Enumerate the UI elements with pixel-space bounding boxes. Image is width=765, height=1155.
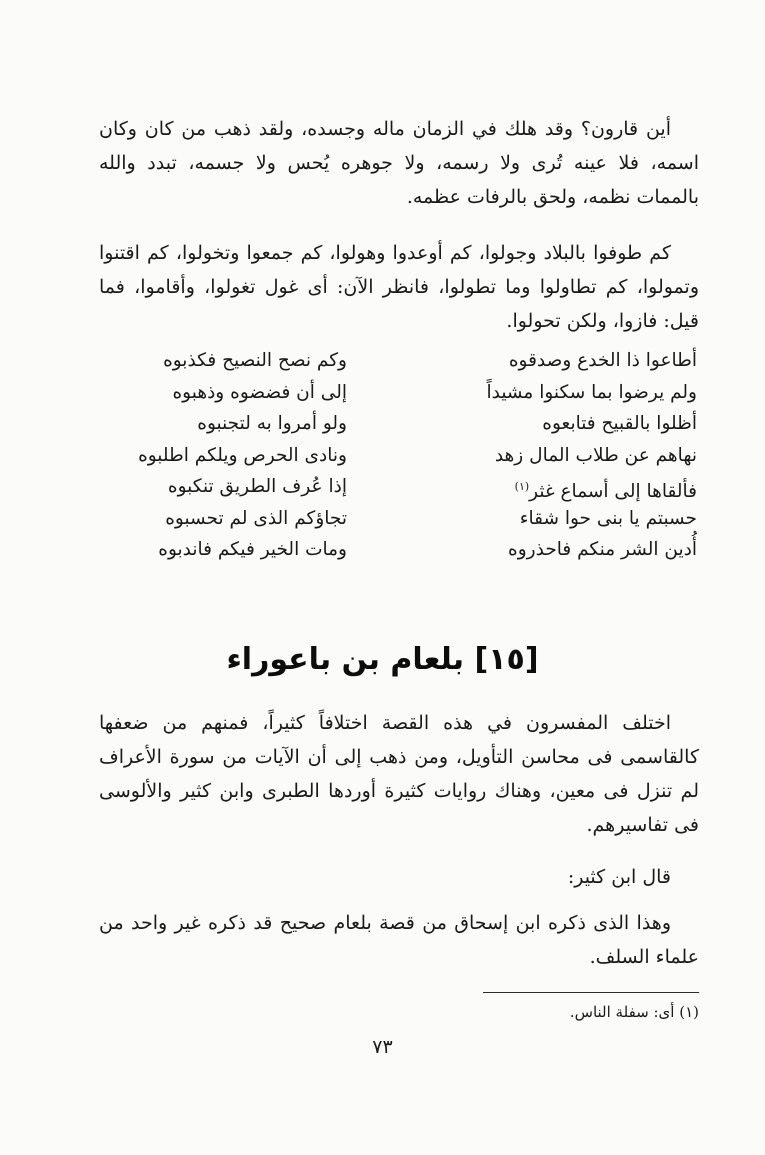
poem-hemistich-first: أُدين الشر منكم فاحذروه [508,539,697,560]
poem-verse [99,503,699,535]
footnote: (١) أى: سفلة الناس. [569,1003,699,1021]
paragraph-text: اختلف المفسرون في هذه القصة اختلافاً كثيراً، فمنهم من ضعفها كالقاسمى فى محاسن التأويل، ومن ذهب إلى أن الآيات من سورة الأعراف لم تنزل فى معين، وهناك روايات كثيرة أوردها الطبرى وابن كثير والألوسى فى تفاسيرهم. [99,712,699,836]
paragraph-ibn-kathir-quote [99,906,699,974]
poem-verse [99,408,699,440]
section-heading: [١٥] بلعام بن باعوراء [226,642,539,677]
poem-hemistich-first: ولم يرضوا بما سكنوا مشيداً [486,381,697,403]
poem-hemistich-second: ونادى الحرص ويلكم اطلبوه [138,444,347,466]
paragraph-text: كم طوفوا بالبلاد وجولوا، كم أوعدوا وهولوا، كم جمعوا وتخولوا، كم اقتنوا وتمولوا، كم تطاولوا وما تطولوا، فانظر الآن: أى غول تغولوا، وأقاموا، فما قيل: فازوا، ولكن تحولوا. [99,242,699,332]
poem-hemistich-second: وكم نصح النصيح فكذبوه [163,350,347,371]
poem-hemistich-first: نهاهم عن طلاب المال زهد [494,444,697,466]
poem-hemistich-second: تجاؤكم الذى لم تحسبوه [165,507,347,529]
poem-verse [99,345,699,377]
paragraph-text: قال ابن كثير: [567,866,671,888]
poem-verse [99,440,699,472]
page-number: ٧٣ [372,1036,393,1058]
poem-verse [99,534,699,566]
poem-hemistich-first: أطاعوا ذا الخدع وصدقوه [508,350,697,371]
footnote-divider [483,992,699,993]
poem-verse [99,377,699,409]
poem-hemistich-first: أظلوا بالقبيح فتابعوه [542,413,697,434]
paragraph-ibn-kathir-intro [99,860,699,894]
poem [99,345,699,566]
poem-verse [99,471,699,503]
paragraph-qarun [99,112,699,214]
poem-hemistich-second: إذا عُرف الطريق تنكبوه [167,476,347,497]
poem-hemistich-second: إلى أن فضضوه وذهبوه [172,381,347,403]
paragraph-commentators [99,706,699,842]
poem-hemistich-second: ولو أمروا به لتجنبوه [197,413,347,434]
poem-hemistich-first-text: فألقاها إلى أسماع غثر [529,481,697,503]
footnote-reference: (١) [514,480,530,493]
poem-hemistich-first: حسبتم يا بنى حوا شقاء [519,507,697,529]
paragraph-wanderers [99,236,699,338]
paragraph-text: وهذا الذى ذكره ابن إسحاق من قصة بلعام صحيح قد ذكره غير واحد من علماء السلف. [99,912,699,968]
poem-hemistich-first [409,471,699,503]
poem-hemistich-second: ومات الخير فيكم فاندبوه [158,539,347,560]
paragraph-text: أين قارون؟ وقد هلك في الزمان ماله وجسده، ولقد ذهب من كان وكان اسمه، فلا عينه تُرى ولا رسمه، ولا جوهره يُحس ولا جسمه، تبدد والله بالممات نظمه، ولحق بالرفات عظمه. [99,118,699,208]
